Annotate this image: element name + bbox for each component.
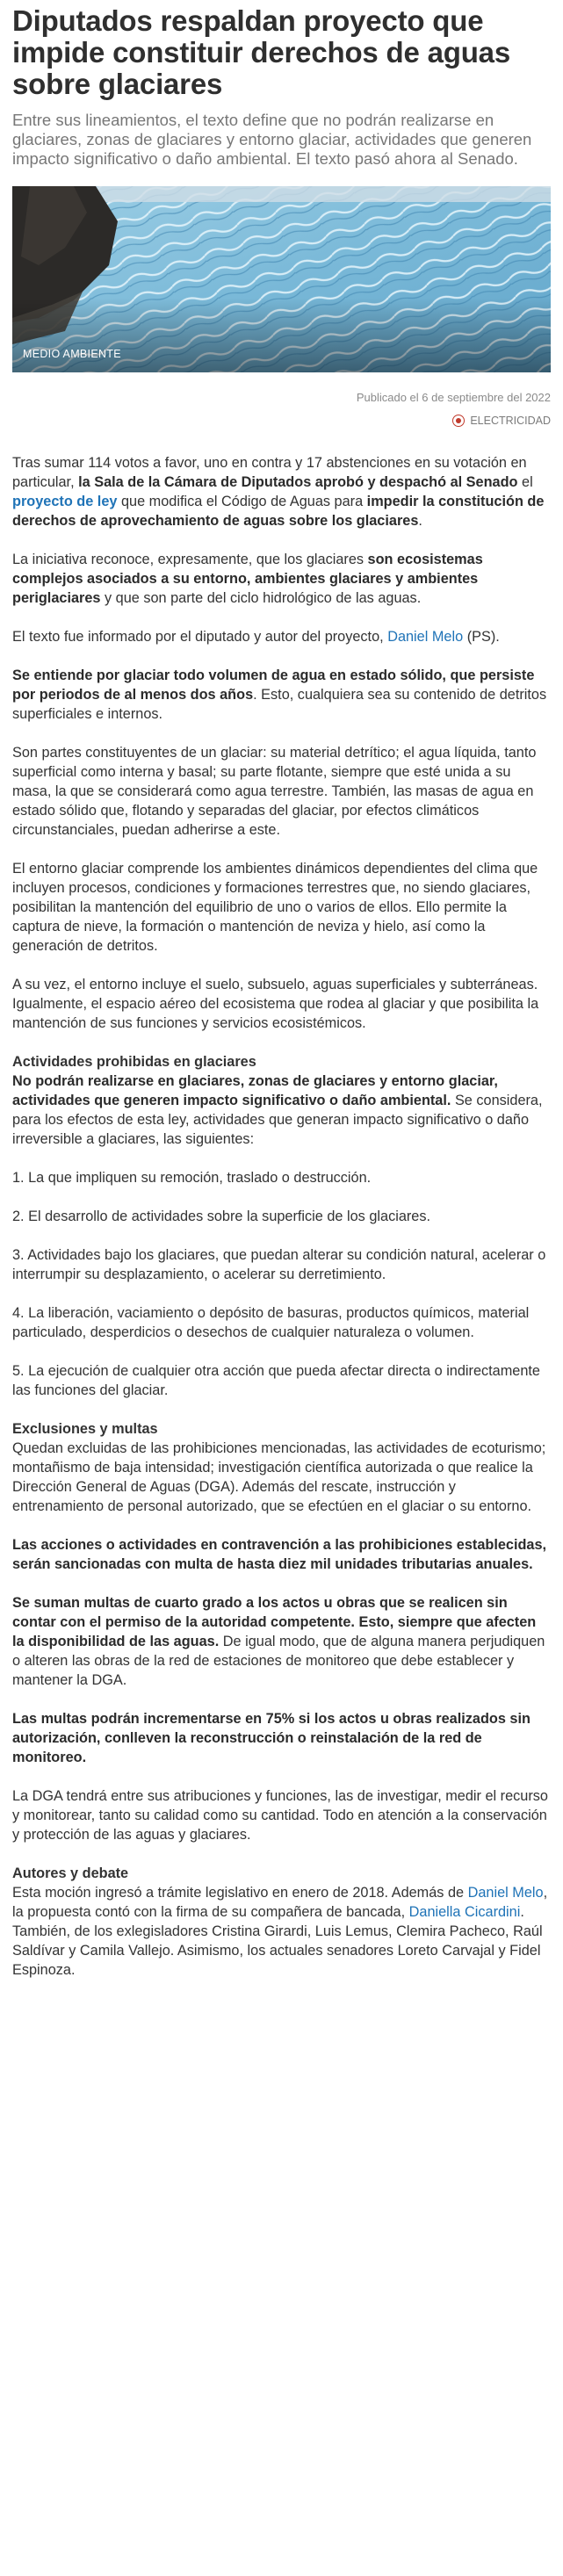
list-item: 2. El desarrollo de actividades sobre la superficie de los glaciares. bbox=[12, 1209, 431, 1224]
bold-text: la Sala de la Cámara de Diputados aprobó y despachó al Senado bbox=[78, 474, 518, 490]
paragraph-9 bbox=[12, 1419, 551, 1516]
paragraph-11 bbox=[12, 1593, 551, 1690]
paragraph-10 bbox=[12, 1535, 551, 1574]
paragraph-8 bbox=[12, 1052, 551, 1149]
section-heading: Exclusiones y multas bbox=[12, 1421, 158, 1437]
list-item: 5. La ejecución de cualquier otra acción que pueda afectar directa o indirectamente las funciones del glaciar. bbox=[12, 1363, 540, 1398]
hero-image[interactable] bbox=[12, 186, 551, 372]
text: Se considera, para los efectos de esta ley, actividades que generan impacto significativo o daño irreversible a glaciares, las siguientes: bbox=[12, 1093, 543, 1147]
publish-date: Publicado el 6 de septiembre del 2022 bbox=[356, 391, 551, 404]
bulb-icon bbox=[452, 415, 465, 427]
bold-text: Se entiende por glaciar todo volumen de agua en estado sólido, que persiste por periodos de al menos dos años bbox=[12, 667, 535, 703]
text: De igual modo, que de alguna manera perjudiquen o alteren las obras de la red de estaciones de monitoreo que debe establecer y mantener la DGA. bbox=[12, 1634, 545, 1688]
paragraph-7: A su vez, el entorno incluye el suelo, subsuelo, aguas superficiales y subterráneas. Igualmente, el espacio aéreo del ecosistema que rodea al glaciar y que posibilita la mantención de sus funciones y servicios ecosistémicos. bbox=[12, 977, 539, 1031]
article-body bbox=[12, 453, 551, 1980]
text: Quedan excluidas de las prohibiciones mencionadas, las actividades de ecoturismo; montañismo de baja intensidad; investigación científica autorizada o que realice la Dirección General de Aguas (DGA). Además del rescate, instrucción y entrenamiento de personal autorizado, que se efectúen en el glaciar o su entorno. bbox=[12, 1440, 546, 1514]
text: . También, de los exlegisladores Cristina Girardi, Luis Lemus, Clemira Pacheco, Raúl Saldívar y Camila Vallejo. Asimismo, los actuales senadores Loreto Carvajal y Fidel Espinoza. bbox=[12, 1904, 543, 1978]
list-item: 4. La liberación, vaciamiento o depósito de basuras, productos químicos, material particulado, desperdicios o desechos de cualquier naturaleza o volumen. bbox=[12, 1305, 530, 1340]
paragraph-1 bbox=[12, 453, 551, 530]
glacier-image bbox=[12, 186, 551, 372]
text: El texto fue informado por el diputado y autor del proyecto, bbox=[12, 629, 388, 645]
paragraph-5: Son partes constituyentes de un glaciar: su material detrítico; el agua líquida, tanto superficial como interna y basal; su parte flotante, siempre que esté unida a su masa, la que se considerará como agua terrestre. También, las masas de agua en estado sólido que, flotando y separadas del glaciar, por efectos climáticos circunstanciales, puedan adherirse a este. bbox=[12, 745, 537, 838]
text: Tras sumar 114 votos a favor, uno en contra y 17 abstenciones en su votación en particular, bbox=[12, 455, 527, 490]
text: Esta moción ingresó a trámite legislativo en enero de 2018. Además de bbox=[12, 1885, 468, 1901]
text: , la propuesta contó con la firma de su compañera de bancada, bbox=[12, 1885, 548, 1920]
bold-text: Las acciones o actividades en contravención a las prohibiciones establecidas, serán sancionadas con multa de hasta diez mil unidades tributarias anuales. bbox=[12, 1537, 547, 1572]
article-subtitle: Entre sus lineamientos, el texto define que no podrán realizarse en glaciares, zonas de glaciares y entorno glaciar, actividades que generen impacto significativo o daño ambiental. El texto pasó ahora al Senado. bbox=[12, 111, 532, 168]
daniel-melo-link[interactable]: Daniel Melo bbox=[467, 1885, 544, 1901]
bold-text: Las multas podrán incrementarse en 75% si los actos u obras realizados sin autorización, conlleven la reconstrucción o reinstalación de la red de monitoreo. bbox=[12, 1711, 531, 1765]
article-title: Diputados respaldan proyecto que impide constituir derechos de aguas sobre glaciares bbox=[12, 4, 510, 100]
paragraph-12 bbox=[12, 1709, 551, 1767]
daniella-cicardini-link[interactable]: Daniella Cicardini bbox=[408, 1904, 521, 1920]
text: La iniciativa reconoce, expresamente, que los glaciares bbox=[12, 552, 368, 567]
text: . Esto, cualquiera sea su contenido de detritos superficiales e internos. bbox=[12, 687, 547, 722]
text: el bbox=[517, 474, 533, 490]
bold-text: No podrán realizarse en glaciares, zonas de glaciares y entorno glaciar, actividades que generen impacto significativo o daño ambiental. bbox=[12, 1073, 498, 1108]
text: . bbox=[418, 513, 422, 529]
paragraph-3 bbox=[12, 627, 551, 646]
bold-text: Se suman multas de cuarto grado a los actos u obras que se realicen sin contar con el permiso de la autoridad competente. Esto, siempre que afecten la disponibilidad de las aguas. bbox=[12, 1595, 537, 1649]
paragraph-4 bbox=[12, 666, 551, 724]
daniel-melo-link[interactable]: Daniel Melo bbox=[387, 629, 464, 645]
bold-text: son ecosistemas complejos asociados a su entorno, ambientes glaciares y ambientes periglaciares bbox=[12, 552, 483, 606]
paragraph-13: La DGA tendrá entre sus atribuciones y funciones, las de investigar, medir el recurso y monitorear, tanto su calidad como su cantidad. Todo en atención a la conservación y protección de las aguas y glaciares. bbox=[12, 1788, 548, 1843]
text: (PS). bbox=[463, 629, 500, 645]
article-meta bbox=[12, 390, 551, 429]
category-label: ELECTRICIDAD bbox=[470, 415, 551, 427]
paragraph-6: El entorno glaciar comprende los ambientes dinámicos dependientes del clima que incluyen procesos, condiciones y formaciones terrestres que, no siendo glaciares, posibilitan la mantención del equilibrio de uno o varios de ellos. Ello permite la captura de nieve, la formación o mantención de neviza y hielo, así como la generación de detritos. bbox=[12, 861, 538, 954]
list-item: 1. La que impliquen su remoción, traslado o destrucción. bbox=[12, 1170, 372, 1186]
image-category-tag[interactable]: MEDIO AMBIENTE bbox=[23, 348, 121, 360]
text: que modifica el Código de Aguas para bbox=[117, 494, 367, 509]
proyecto-de-ley-link[interactable]: proyecto de ley bbox=[12, 494, 118, 509]
section-heading: Actividades prohibidas en glaciares bbox=[12, 1054, 256, 1070]
paragraph-14 bbox=[12, 1864, 551, 1980]
section-heading: Autores y debate bbox=[12, 1865, 129, 1881]
category-link[interactable] bbox=[452, 413, 551, 429]
bold-text: impedir la constitución de derechos de aprovechamiento de aguas sobre los glaciares bbox=[12, 494, 545, 529]
list-item: 3. Actividades bajo los glaciares, que puedan alterar su condición natural, acelerar o interrumpir su desplazamiento, o acelerar su derretimiento. bbox=[12, 1247, 546, 1282]
paragraph-2 bbox=[12, 550, 551, 608]
text: y que son parte del ciclo hidrológico de las aguas. bbox=[100, 590, 422, 606]
